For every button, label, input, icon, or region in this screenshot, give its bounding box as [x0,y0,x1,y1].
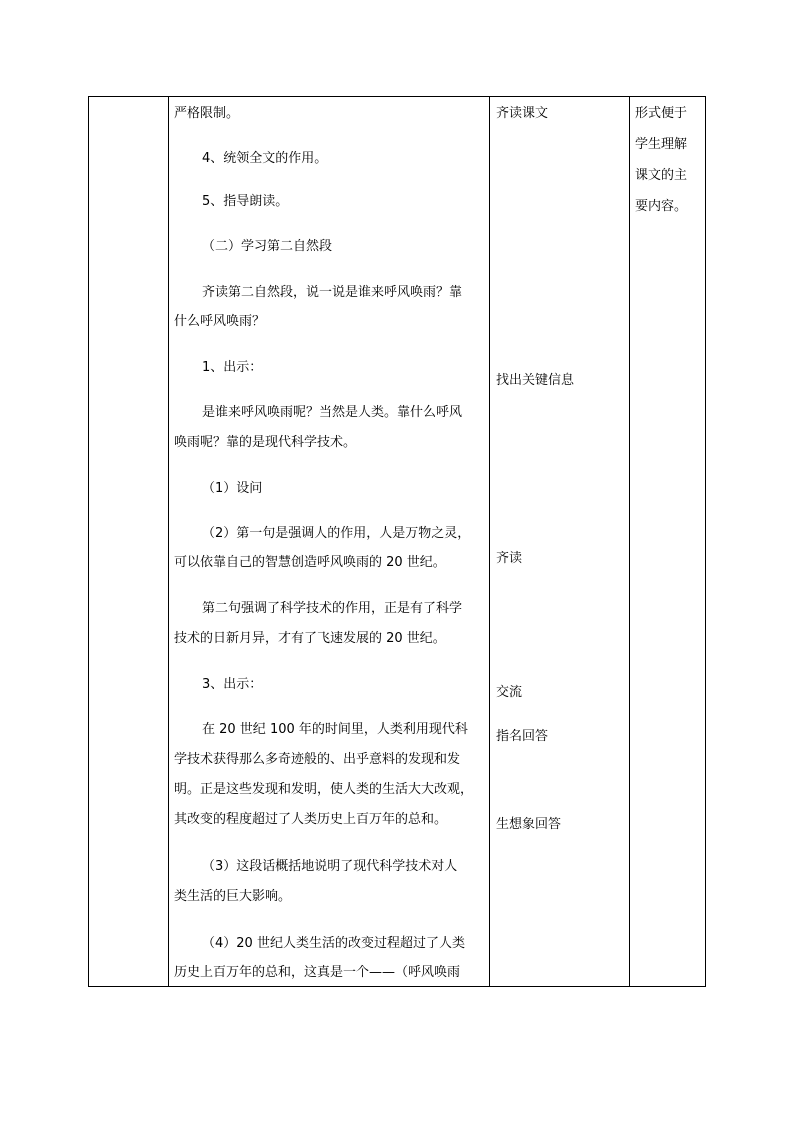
blank-cell [89,97,168,986]
process-line: 1、出示： [202,360,263,375]
process-line: （3）这段话概括地说明了现代科学技术对人 [202,859,458,874]
process-line: 可以依靠自己的智慧创造呼风唤雨的 20 世纪。 [174,555,446,570]
process-line: 5、指导朗读。 [202,194,289,209]
intent-line: 形式便于 [635,106,688,121]
intent-line: 要内容。 [635,199,688,214]
process-line: 明。正是这些发现和发明，使人类的生活大大改观， [174,782,474,797]
intent-line: 学生理解 [635,137,688,152]
process-line: 齐读第二自然段，说一说是谁来呼风唤雨？靠 [202,285,463,300]
lesson-table [88,96,706,987]
activity-item: 指名回答 [496,729,549,744]
design-intent-cell [630,97,705,986]
process-line: 什么呼风唤雨？ [174,314,266,329]
process-line: 在 20 世纪 100 年的时间里，人类利用现代科 [202,722,468,737]
process-line: 3、出示： [202,677,263,692]
activity-item: 齐读课文 [496,106,549,121]
process-line: （2）第一句是强调人的作用，人是万物之灵， [202,526,471,541]
process-line: 4、统领全文的作用。 [202,151,328,166]
activity-item: 齐读 [496,551,523,566]
activity-item: 交流 [496,685,523,700]
activity-item: 生想象回答 [496,817,562,832]
process-line: 学技术获得那么多奇迹般的、出乎意料的发现和发 [174,752,461,767]
activity-item: 找出关键信息 [496,373,575,388]
process-heading: （二）学习第二自然段 [202,239,333,254]
process-line: 历史上百万年的总和，这真是一个——（呼风唤雨 [174,965,461,980]
teaching-process-cell [169,97,489,986]
intent-line: 课文的主 [635,168,688,183]
process-line: 技术的日新月异，才有了飞速发展的 20 世纪。 [174,631,446,646]
process-line: 第二句强调了科学技术的作用，正是有了科学 [202,601,463,616]
process-line: 严格限制。 [174,106,240,121]
process-line: （1）设问 [202,481,263,496]
student-activity-cell [490,97,629,986]
process-line: 类生活的巨大影响。 [174,889,292,904]
process-line: 唤雨呢？靠的是现代科学技术。 [174,435,357,450]
process-line: （4）20 世纪人类生活的改变过程超过了人类 [202,936,465,951]
process-line: 是谁来呼风唤雨呢？当然是人类。靠什么呼风 [202,405,463,420]
process-line: 其改变的程度超过了人类历史上百万年的总和。 [174,812,448,827]
